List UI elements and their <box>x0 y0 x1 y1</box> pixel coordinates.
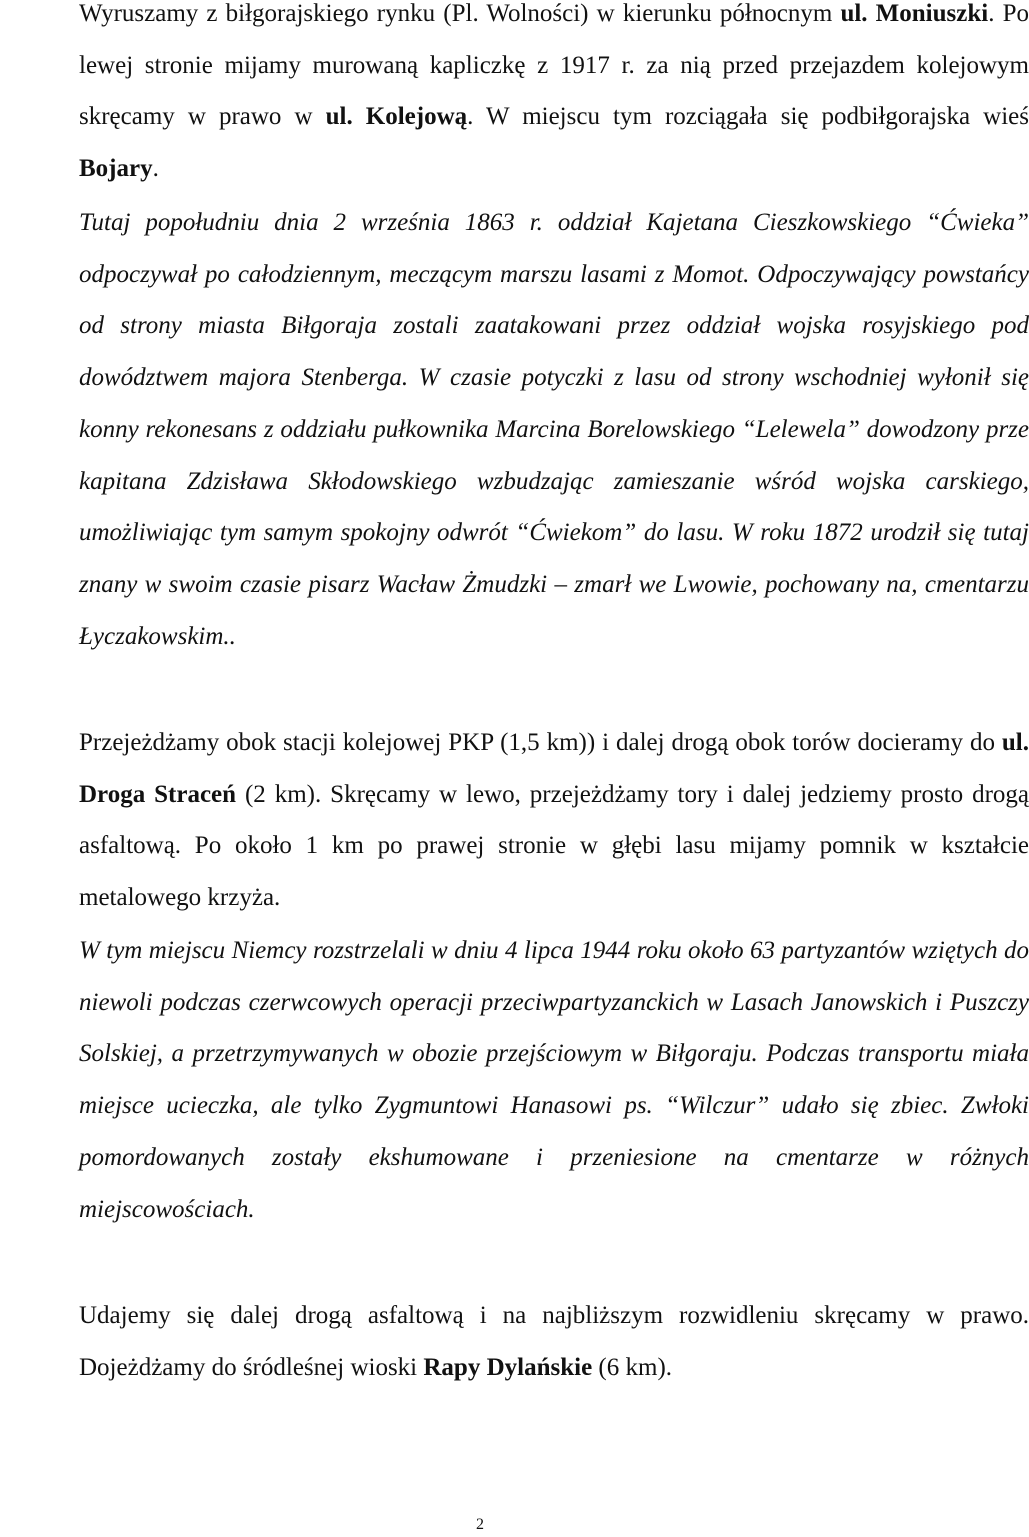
page-number: 2 <box>476 1516 484 1533</box>
paragraph-route-rapy <box>5 1290 1029 1393</box>
paragraph-route-station <box>5 717 1029 924</box>
street-name-kolejowa: ul. Kolejową <box>325 103 468 131</box>
paragraph-route-start <box>5 0 1029 195</box>
text-run: Wyruszamy z biłgorajskiego rynku (Pl. Wolności) w kierunku północnym <box>79 0 841 27</box>
paragraph-history-1863: Tutaj popołudniu dnia 2 września 1863 r. oddział Kajetana Cieszkowskiego “Ćwieka” odpoczywał po całodziennym, meczącym marszu lasami z Momot. Odpoczywający powstańcy od strony miasta Biłgoraja zostali zaatakowani przez oddział wojska rosyjskiego pod dowództwem majora Stenberga. W czasie potyczki z lasu od strony wschodniej wyłonił się konny rekonesans z oddziału pułkownika Marcina Borelowskiego “Lelewela” dowodzony prze kapitana Zdzisława Skłodowskiego wzbudzając zamieszanie wśród wojska carskiego, umożliwiając tym samym spokojny odwrót “Ćwiekom” do lasu. W roku 1872 urodził się tutaj znany w swoim czasie pisarz Wacław Żmudzki – zmarł we Lwowie, pochowany na, cmentarzu Łyczakowskim.. <box>79 209 1029 650</box>
text-run: . Po lewej stronie mijamy murowaną kapliczkę z 1917 r. za nią przed przejazdem kolejowym skręcamy w prawo w <box>79 0 1029 131</box>
paragraph-history-1944: W tym miejscu Niemcy rozstrzelali w dniu 4 lipca 1944 roku około 63 partyzantów wziętych do niewoli podczas czerwcowych operacji przeciwpartyzanckich w Lasach Janowskich i Puszczy Solskiej, a przetrzymywanych w obozie przejściowym w Biłgoraju. Podczas transportu miała miejsce ucieczka, ale tylko Zygmuntowi Hanasowi ps. “Wilczur” udało się zbiec. Zwłoki pomordowanych zostały ekshumowane i przeniesione na cmentarze w różnych miejscowościach. <box>79 937 1029 1223</box>
text-run: (2 km). Skręcamy w lewo, przejeżdżamy tory i dalej jedziemy prosto drogą asfaltową. Po około 1 km po prawej stronie w głębi lasu mijamy pomnik w kształcie metalowego krzyża. <box>79 780 1029 912</box>
street-name-moniuszki: ul. Moniuszki <box>840 0 989 27</box>
street-name-droga-stracen: ul. Droga Straceń <box>79 729 1029 808</box>
text-run: (6 km). <box>592 1353 673 1381</box>
text-run: Przejeżdżamy obok stacji kolejowej PKP (1,5 km)) i dalej drogą obok torów docieramy do <box>79 729 1002 756</box>
place-name-rapy-dylanskie: Rapy Dylańskie <box>423 1353 593 1381</box>
text-run: Udajemy się dalej drogą asfaltową i na najbliższym rozwidleniu skręcamy w prawo. Dojeżdżamy do śródleśnej wioski <box>79 1302 1029 1381</box>
text-run: . W miejscu tym rozciągała się podbiłgorajska wieś <box>467 103 1029 131</box>
place-name-bojary: Bojary <box>79 155 153 183</box>
text-run: . <box>152 155 159 183</box>
